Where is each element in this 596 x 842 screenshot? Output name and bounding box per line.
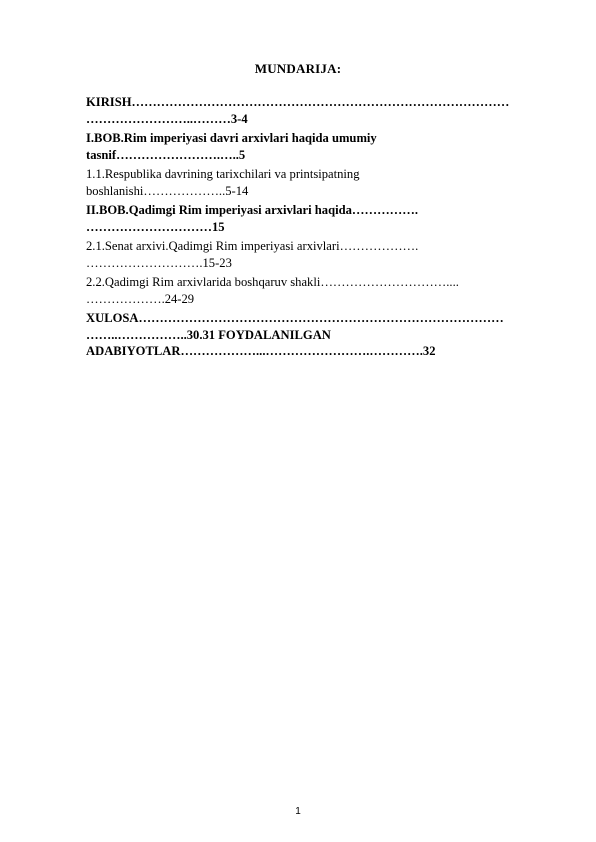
toc-entry-line: II.BOB.Qadimgi Rim imperiyasi arxivlari haqida……………. [86, 203, 419, 217]
toc-entry-line: KIRISH……………………………………………………………………………… [86, 95, 510, 109]
toc-entry-line: tasnif…………………….…..5 [86, 147, 246, 162]
toc-entry-section-1-1 [86, 166, 556, 199]
toc-entry-chapter-2 [86, 202, 556, 235]
toc-entry-line: …………………………15 [86, 219, 225, 234]
toc-entry-line: 2.1.Senat arxivi.Qadimgi Rim imperiyasi arxivlari………………. [86, 239, 419, 253]
toc-entry-line: ……………………..………3-4 [86, 111, 248, 126]
toc-entry-xulosa [86, 310, 556, 360]
toc-entry-line: ADABIYOTLAR………………...…………………….………….32 [86, 344, 436, 358]
table-of-contents [86, 94, 556, 360]
toc-entry-line: ……………….24-29 [86, 291, 195, 306]
toc-entry-section-2-2 [86, 274, 556, 307]
toc-entry-line: XULOSA…………………………………………………………………………… [86, 311, 504, 325]
toc-entry-line: I.BOB.Rim imperiyasi davri arxivlari haqida umumiy [86, 131, 377, 145]
toc-entry-chapter-1 [86, 130, 556, 163]
toc-entry-kirish [86, 94, 556, 127]
toc-entry-line: ……………………….15-23 [86, 255, 232, 270]
page-number: 1 [295, 806, 301, 817]
toc-entry-line: 2.2.Qadimgi Rim arxivlarida boshqaruv shakli………………………….... [86, 275, 459, 289]
toc-title: MUNDARIJA: [254, 61, 342, 76]
toc-entry-section-2-1 [86, 238, 556, 271]
toc-entry-line: ……..……………..30.31 FOYDALANILGAN [86, 327, 331, 342]
toc-entry-line: 1.1.Respublika davrining tarixchilari va printsipatning [86, 167, 360, 181]
toc-entry-line: boshlanishi………………..5-14 [86, 183, 249, 198]
